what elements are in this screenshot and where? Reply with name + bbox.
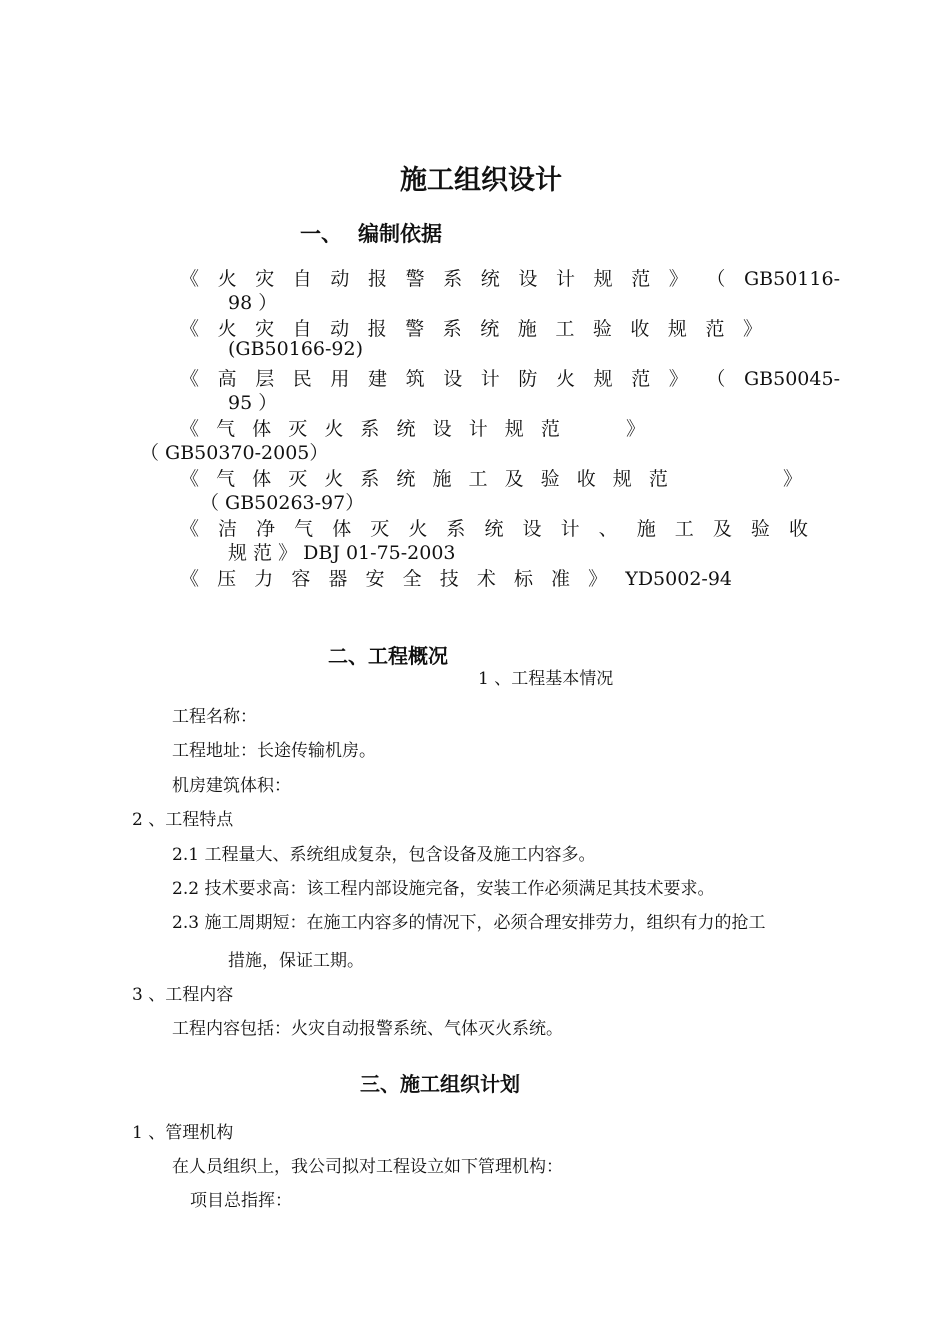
project-address: 工程地址：长途传输机房。: [172, 741, 376, 761]
feature-2-2: 2.2 技术要求高：该工程内部设施完备，安装工作必须满足其技术要求。: [172, 879, 715, 899]
section1-heading: 编制依据: [358, 221, 442, 246]
reference-1-line2: 98 ）: [228, 292, 278, 314]
document-title: 施工组织设计: [400, 165, 562, 196]
reference-7-line1: 《 压 力 容 器 安 全 技 术 标 准 》 YD5002-94: [180, 568, 732, 590]
management-paragraph: 在人员组织上，我公司拟对工程设立如下管理机构：: [172, 1157, 563, 1177]
feature-2-3-line2: 措施，保证工期。: [228, 951, 364, 971]
section3-heading: 三、施工组织计划: [360, 1072, 520, 1096]
feature-2-1: 2.1 工程量大、系统组成复杂，包含设备及施工内容多。: [172, 845, 596, 865]
reference-2-line1: 《 火 灾 自 动 报 警 系 统 施 工 验 收 规 范 》: [180, 318, 762, 340]
section2-sub2: 2 、工程特点: [132, 810, 234, 830]
section1-heading-number: 一、: [300, 221, 342, 246]
section3-sub1: 1 、管理机构: [132, 1123, 234, 1143]
reference-2-line2: (GB50166-92): [228, 338, 364, 360]
project-commander-label: 项目总指挥：: [190, 1191, 292, 1211]
reference-6-line2: 规 范 》 DBJ 01-75-2003: [228, 542, 456, 564]
section2-sub3: 3 、工程内容: [132, 985, 234, 1005]
section2-sub1: 1 、工程基本情况: [478, 669, 614, 689]
reference-5-line1: 《 气 体 灭 火 系 统 施 工 及 验 收 规 范 》: [180, 468, 802, 490]
reference-3-line2: 95 ）: [228, 392, 278, 414]
reference-6-line1: 《 洁 净 气 体 灭 火 系 统 设 计 、 施 工 及 验 收: [180, 518, 808, 540]
building-volume-label: 机房建筑体积：: [172, 776, 291, 796]
reference-5-line2: （ GB50263-97）: [200, 492, 365, 514]
project-content: 工程内容包括：火灾自动报警系统、气体灭火系统。: [172, 1019, 563, 1039]
feature-2-3-line1: 2.3 施工周期短：在施工内容多的情况下，必须合理安排劳力，组织有力的抢工: [172, 913, 766, 933]
project-name-label: 工程名称：: [172, 707, 257, 727]
reference-3-line1: 《 高 层 民 用 建 筑 设 计 防 火 规 范 》 （ GB50045-: [180, 368, 840, 390]
section2-heading: 二、工程概况: [328, 644, 448, 668]
reference-4-line2: （ GB50370-2005）: [140, 442, 329, 464]
reference-1-line1: 《 火 灾 自 动 报 警 系 统 设 计 规 范 》 （ GB50116-: [180, 268, 840, 290]
reference-4-line1: 《 气 体 灭 火 系 统 设 计 规 范 》: [180, 418, 645, 440]
